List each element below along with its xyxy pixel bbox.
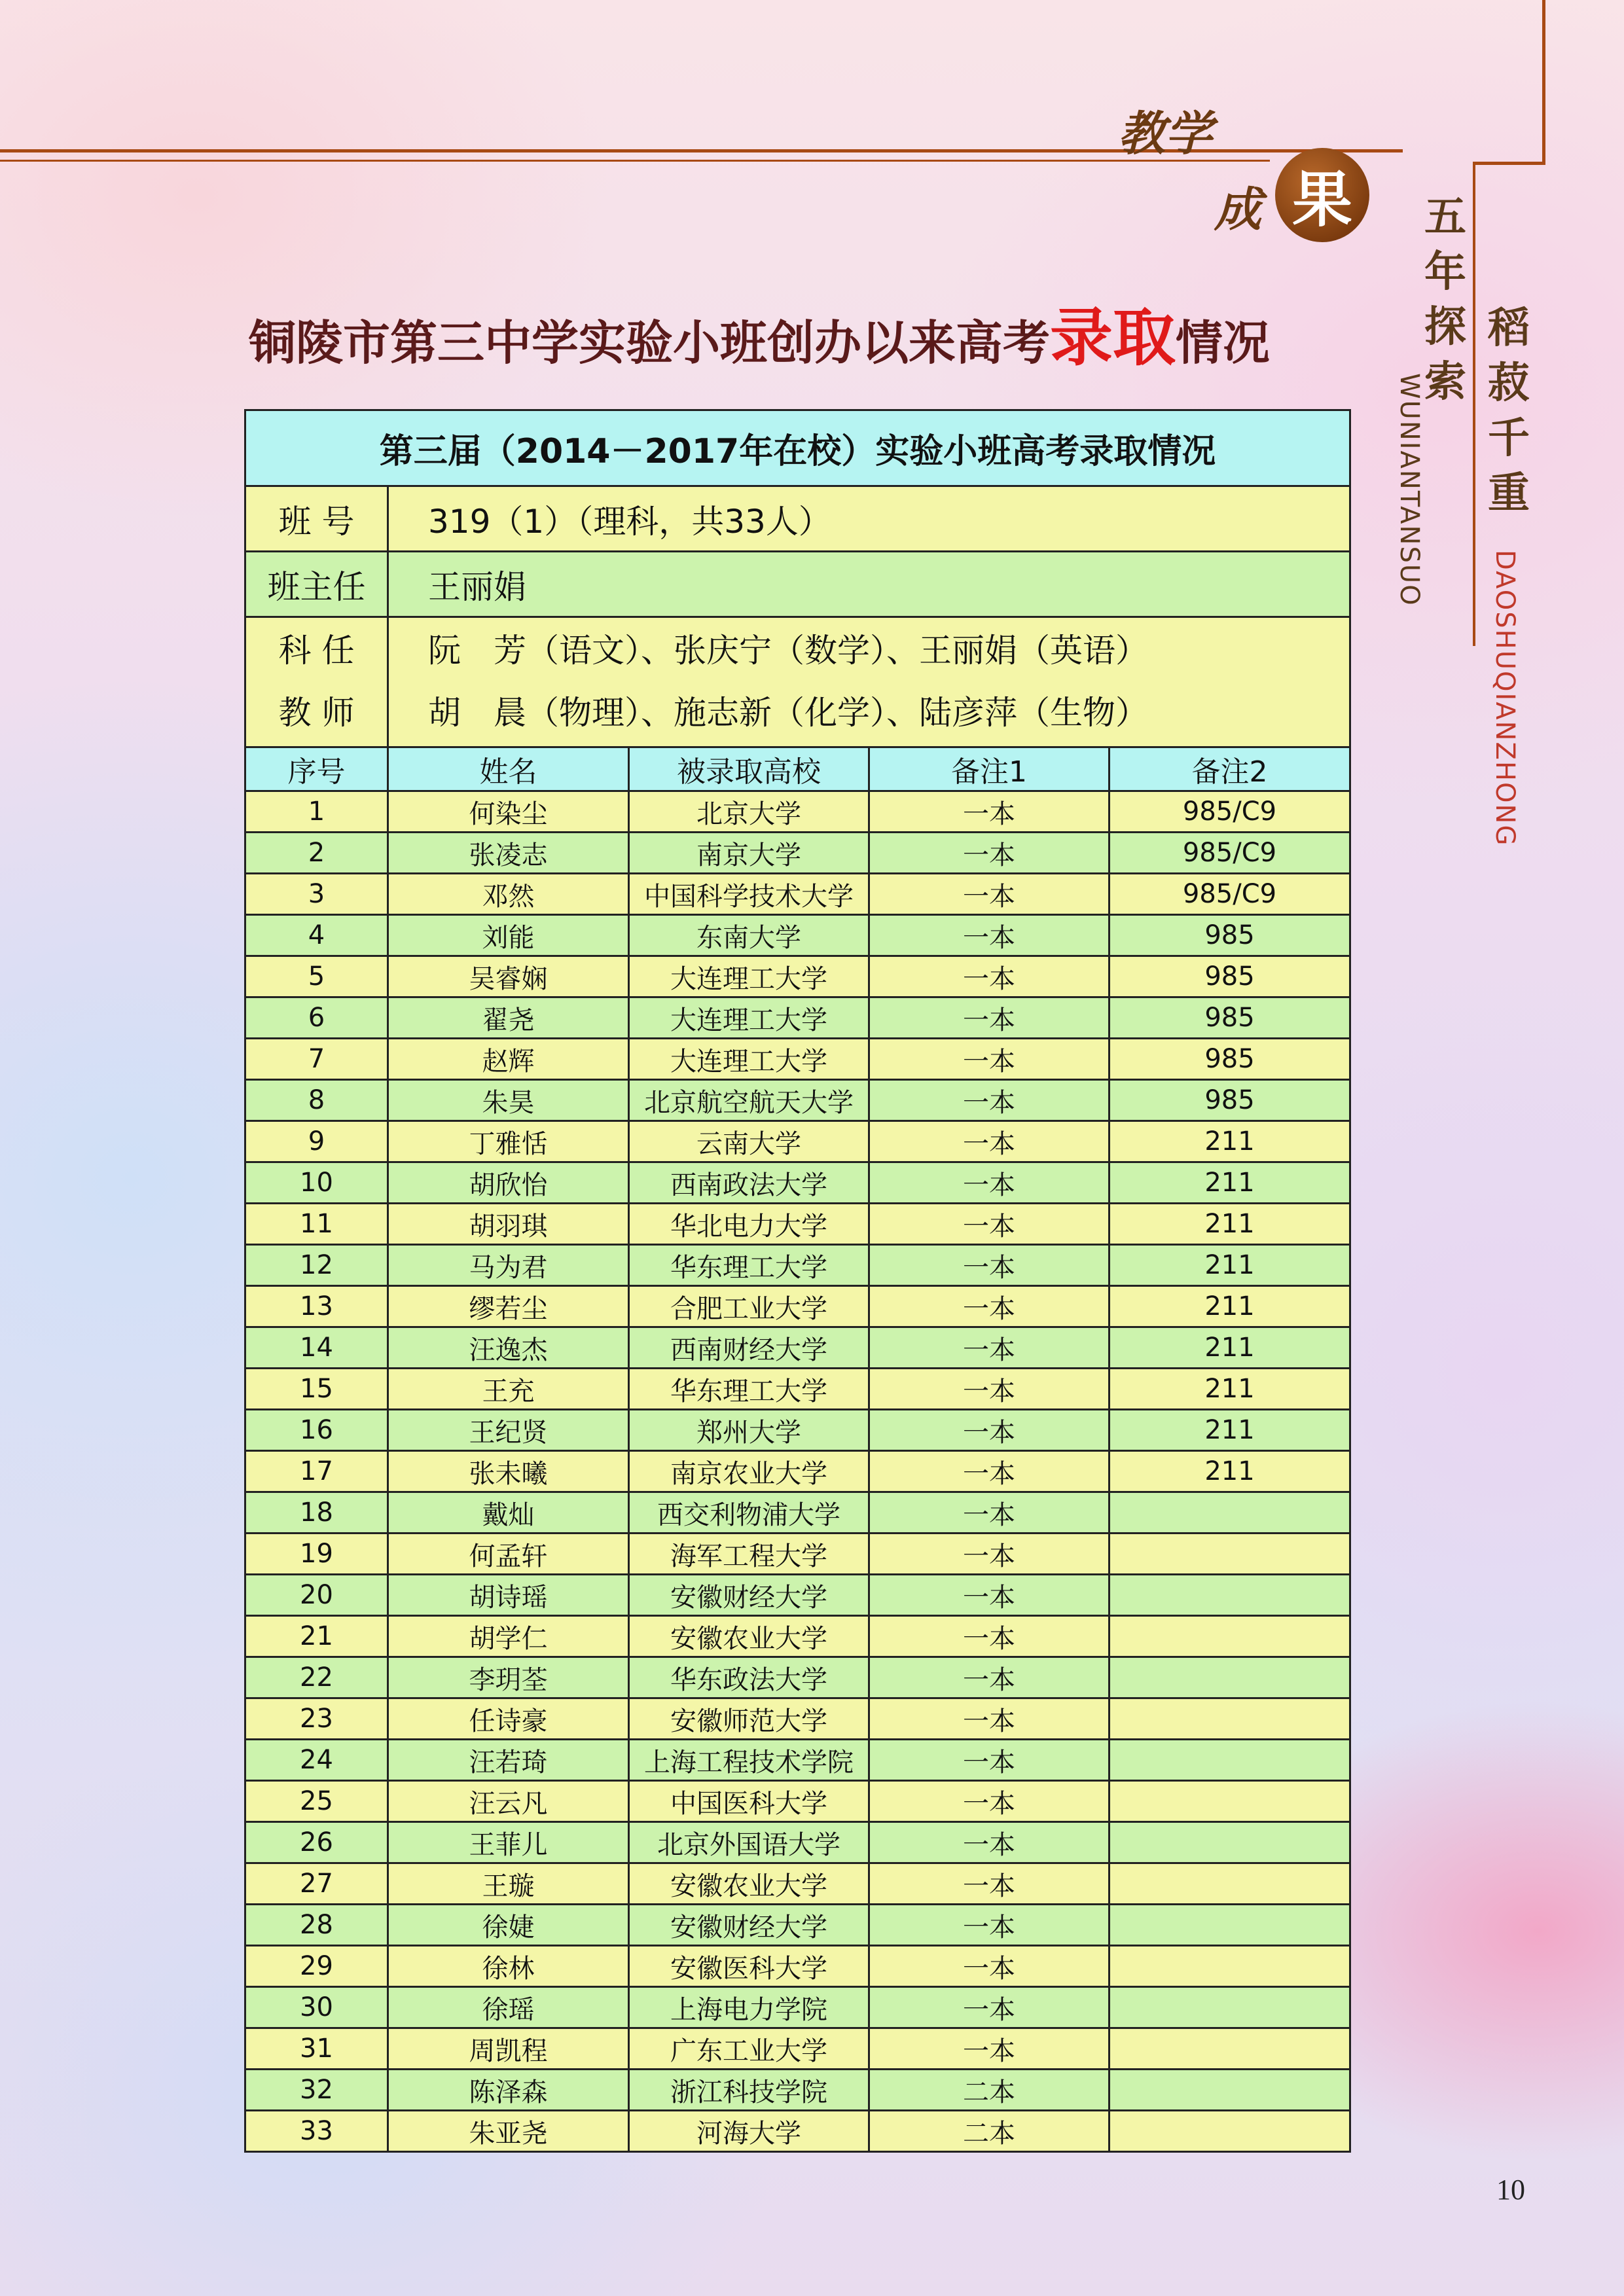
cell-university: 安徽农业大学 [629, 1616, 869, 1657]
cell-note-2 [1110, 2070, 1350, 2111]
cell-note-1: 一本 [869, 1121, 1110, 1162]
table-body [245, 791, 1350, 2152]
table-row [245, 1946, 1350, 1987]
cell-note-2: 985 [1110, 997, 1350, 1039]
cell-note-1: 一本 [869, 1039, 1110, 1080]
cell-note-1: 一本 [869, 1245, 1110, 1286]
table-row [245, 1162, 1350, 1204]
cell-index: 13 [245, 1286, 388, 1327]
table-row [245, 1698, 1350, 1740]
cell-note-2: 985 [1110, 956, 1350, 997]
cell-university: 东南大学 [629, 915, 869, 956]
cell-university: 北京航空航天大学 [629, 1080, 869, 1121]
cell-note-1: 一本 [869, 1946, 1110, 1987]
cell-note-2 [1110, 1946, 1350, 1987]
cell-university: 郑州大学 [629, 1410, 869, 1451]
cell-university: 西交利物浦大学 [629, 1492, 869, 1534]
cell-note-1: 一本 [869, 1369, 1110, 1410]
cell-university: 浙江科技学院 [629, 2070, 869, 2111]
cell-note-1: 一本 [869, 1162, 1110, 1204]
cell-note-2 [1110, 1863, 1350, 1905]
header-rule-bottom [0, 160, 1270, 162]
cell-index: 6 [245, 997, 388, 1039]
subject-value-line-2: 胡 晨（物理）、施志新（化学）、陆彦萍（生物） [428, 694, 1148, 732]
cell-index: 11 [245, 1204, 388, 1245]
cell-name: 王菲儿 [388, 1822, 629, 1863]
cell-note-1: 一本 [869, 915, 1110, 956]
table-row [245, 1121, 1350, 1162]
cell-note-1: 一本 [869, 1410, 1110, 1451]
cell-index: 25 [245, 1781, 388, 1822]
cell-university: 合肥工业大学 [629, 1286, 869, 1327]
cell-name: 胡学仁 [388, 1616, 629, 1657]
cell-index: 19 [245, 1534, 388, 1575]
column-header: 备注1 [869, 747, 1110, 791]
cell-university: 上海工程技术学院 [629, 1740, 869, 1781]
cell-index: 27 [245, 1863, 388, 1905]
table-row [245, 1905, 1350, 1946]
table-caption: 第三届（2014－2017年在校）实验小班高考录取情况 [245, 410, 1350, 486]
table-row [245, 874, 1350, 915]
cell-index: 31 [245, 2028, 388, 2070]
cell-name: 汪逸杰 [388, 1327, 629, 1369]
cell-index: 8 [245, 1080, 388, 1121]
cell-note-1: 一本 [869, 874, 1110, 915]
cell-note-1: 二本 [869, 2111, 1110, 2152]
cell-university: 安徽财经大学 [629, 1575, 869, 1616]
column-header: 序号 [245, 747, 388, 791]
cell-index: 7 [245, 1039, 388, 1080]
cell-name: 邓然 [388, 874, 629, 915]
subject-teachers-value [388, 617, 1350, 747]
cell-name: 徐瑶 [388, 1987, 629, 2028]
table-row [245, 791, 1350, 833]
cell-note-2: 211 [1110, 1327, 1350, 1369]
cell-note-1: 二本 [869, 2070, 1110, 2111]
table-row [245, 1410, 1350, 1451]
table-row [245, 1039, 1350, 1080]
cell-name: 吴睿娴 [388, 956, 629, 997]
table-row [245, 1575, 1350, 1616]
column-header: 姓名 [388, 747, 629, 791]
cell-note-2: 211 [1110, 1410, 1350, 1451]
cell-index: 18 [245, 1492, 388, 1534]
cell-note-1: 一本 [869, 1204, 1110, 1245]
cell-university: 华东理工大学 [629, 1245, 869, 1286]
cell-university: 河海大学 [629, 2111, 869, 2152]
cell-note-2 [1110, 1987, 1350, 2028]
vertical-motto-wunian: 五年探索 [1424, 192, 1466, 406]
cell-note-1: 一本 [869, 1863, 1110, 1905]
cell-name: 何孟轩 [388, 1534, 629, 1575]
cell-index: 15 [245, 1369, 388, 1410]
cell-index: 3 [245, 874, 388, 915]
cell-name: 张未曦 [388, 1451, 629, 1492]
cell-note-1: 一本 [869, 1987, 1110, 2028]
cell-note-1: 一本 [869, 791, 1110, 833]
cell-index: 29 [245, 1946, 388, 1987]
page-title [249, 288, 1362, 378]
cell-index: 5 [245, 956, 388, 997]
cell-university: 北京大学 [629, 791, 869, 833]
cell-university: 华东政法大学 [629, 1657, 869, 1698]
cell-university: 大连理工大学 [629, 1039, 869, 1080]
cell-note-2 [1110, 1905, 1350, 1946]
cell-index: 10 [245, 1162, 388, 1204]
cell-university: 南京大学 [629, 833, 869, 874]
cell-name: 王纪贤 [388, 1410, 629, 1451]
table-row [245, 2111, 1350, 2152]
cell-university: 安徽师范大学 [629, 1698, 869, 1740]
cell-note-2: 211 [1110, 1162, 1350, 1204]
cell-university: 云南大学 [629, 1121, 869, 1162]
cell-name: 任诗豪 [388, 1698, 629, 1740]
cell-university: 中国科学技术大学 [629, 874, 869, 915]
cell-note-1: 一本 [869, 1781, 1110, 1822]
table-row [245, 2028, 1350, 2070]
cell-index: 1 [245, 791, 388, 833]
cell-index: 2 [245, 833, 388, 874]
cell-university: 西南政法大学 [629, 1162, 869, 1204]
frame-right-vertical-inner [1473, 162, 1475, 646]
subject-teachers-row [245, 617, 1350, 747]
cell-note-2: 985/C9 [1110, 791, 1350, 833]
cell-index: 26 [245, 1822, 388, 1863]
column-header: 被录取高校 [629, 747, 869, 791]
cell-note-2: 211 [1110, 1204, 1350, 1245]
cell-note-1: 一本 [869, 1575, 1110, 1616]
class-label: 班 号 [245, 486, 388, 552]
cell-note-1: 一本 [869, 1698, 1110, 1740]
cell-name: 王充 [388, 1369, 629, 1410]
table-row [245, 1616, 1350, 1657]
cell-note-2: 985 [1110, 915, 1350, 956]
table-row [245, 1080, 1350, 1121]
cell-index: 14 [245, 1327, 388, 1369]
cell-name: 汪云凡 [388, 1781, 629, 1822]
frame-right-horizontal [1473, 162, 1545, 165]
title-part-1: 铜陵市第三中学实验小班创办以来高考 [249, 315, 1051, 370]
column-header-row [245, 747, 1350, 791]
cell-name: 丁雅恬 [388, 1121, 629, 1162]
cell-name: 赵辉 [388, 1039, 629, 1080]
cell-university: 大连理工大学 [629, 997, 869, 1039]
badge-guo: 果 [1275, 148, 1369, 242]
table-row [245, 1451, 1350, 1492]
brush-text-cheng: 成 [1214, 181, 1262, 237]
cell-note-2: 985/C9 [1110, 874, 1350, 915]
cell-index: 23 [245, 1698, 388, 1740]
cell-note-1: 一本 [869, 1327, 1110, 1369]
table-row [245, 1327, 1350, 1369]
title-part-2: 情况 [1176, 315, 1271, 370]
table-row [245, 1987, 1350, 2028]
cell-note-2: 985 [1110, 1080, 1350, 1121]
table-row [245, 1245, 1350, 1286]
frame-right-vertical [1542, 0, 1545, 164]
cell-name: 马为君 [388, 1245, 629, 1286]
cell-name: 胡羽琪 [388, 1204, 629, 1245]
cell-index: 20 [245, 1575, 388, 1616]
cell-university: 西南财经大学 [629, 1327, 869, 1369]
cell-university: 华东理工大学 [629, 1369, 869, 1410]
cell-university: 广东工业大学 [629, 2028, 869, 2070]
cell-name: 周凯程 [388, 2028, 629, 2070]
cell-note-2: 211 [1110, 1121, 1350, 1162]
cell-note-2: 985/C9 [1110, 833, 1350, 874]
cell-name: 胡诗瑶 [388, 1575, 629, 1616]
cell-note-1: 一本 [869, 956, 1110, 997]
cell-note-2 [1110, 1781, 1350, 1822]
cell-name: 张凌志 [388, 833, 629, 874]
cell-name: 何染尘 [388, 791, 629, 833]
table-row [245, 1740, 1350, 1781]
cell-note-2 [1110, 2028, 1350, 2070]
cell-name: 朱昊 [388, 1080, 629, 1121]
cell-university: 大连理工大学 [629, 956, 869, 997]
cell-note-1: 一本 [869, 1822, 1110, 1863]
cell-university: 南京农业大学 [629, 1451, 869, 1492]
table-row [245, 956, 1350, 997]
cell-note-2: 211 [1110, 1245, 1350, 1286]
table-row [245, 1286, 1350, 1327]
cell-name: 戴灿 [388, 1492, 629, 1534]
cell-note-1: 一本 [869, 997, 1110, 1039]
title-highlight: 录取 [1050, 301, 1176, 374]
cell-note-2 [1110, 1534, 1350, 1575]
cell-index: 16 [245, 1410, 388, 1451]
cell-note-1: 一本 [869, 1534, 1110, 1575]
brush-text-teaching: 教学 [1118, 105, 1213, 161]
cell-university: 中国医科大学 [629, 1781, 869, 1822]
cell-index: 4 [245, 915, 388, 956]
cell-name: 刘能 [388, 915, 629, 956]
vertical-latin-wunian: WUNIANTANSUO [1394, 373, 1424, 607]
head-teacher-value: 王丽娟 [388, 552, 1350, 617]
page-number: 10 [1496, 2174, 1525, 2206]
cell-index: 22 [245, 1657, 388, 1698]
cell-name: 汪若琦 [388, 1740, 629, 1781]
table-row [245, 1657, 1350, 1698]
head-teacher-label: 班主任 [245, 552, 388, 617]
cell-index: 30 [245, 1987, 388, 2028]
cell-note-2 [1110, 1740, 1350, 1781]
cell-note-2 [1110, 1657, 1350, 1698]
cell-index: 28 [245, 1905, 388, 1946]
vertical-latin-daoshu: DAOSHUQIANZHONG [1490, 550, 1520, 847]
table-row [245, 1204, 1350, 1245]
table-row [245, 2070, 1350, 2111]
cell-name: 徐婕 [388, 1905, 629, 1946]
cell-index: 17 [245, 1451, 388, 1492]
cell-index: 32 [245, 2070, 388, 2111]
cell-note-1: 一本 [869, 1905, 1110, 1946]
table-caption-row [245, 410, 1350, 486]
cell-index: 9 [245, 1121, 388, 1162]
column-header: 备注2 [1110, 747, 1350, 791]
table-row [245, 1534, 1350, 1575]
head-teacher-row [245, 552, 1350, 617]
admission-table [244, 409, 1351, 2153]
table-row [245, 1781, 1350, 1822]
cell-note-1: 一本 [869, 1740, 1110, 1781]
table-row [245, 997, 1350, 1039]
cell-note-1: 一本 [869, 2028, 1110, 2070]
cell-name: 缪若尘 [388, 1286, 629, 1327]
cell-note-2: 985 [1110, 1039, 1350, 1080]
cell-note-2 [1110, 1822, 1350, 1863]
subject-value-line-1: 阮 芳（语文）、张庆宁（数学）、王丽娟（英语） [428, 632, 1148, 670]
cell-name: 陈泽森 [388, 2070, 629, 2111]
class-value: 319（1）（理科，共33人） [388, 486, 1350, 552]
cell-note-2: 211 [1110, 1286, 1350, 1327]
cell-name: 朱亚尧 [388, 2111, 629, 2152]
cell-note-1: 一本 [869, 1080, 1110, 1121]
cell-note-1: 一本 [869, 1286, 1110, 1327]
cell-name: 翟尧 [388, 997, 629, 1039]
cell-note-2 [1110, 2111, 1350, 2152]
cell-university: 安徽财经大学 [629, 1905, 869, 1946]
subject-label-line-1: 科 任 [278, 632, 355, 670]
table-row [245, 915, 1350, 956]
table-row [245, 1822, 1350, 1863]
cell-index: 33 [245, 2111, 388, 2152]
cell-university: 上海电力学院 [629, 1987, 869, 2028]
cell-note-1: 一本 [869, 833, 1110, 874]
table-row [245, 833, 1350, 874]
cell-note-2 [1110, 1616, 1350, 1657]
cell-note-1: 一本 [869, 1616, 1110, 1657]
cell-note-1: 一本 [869, 1657, 1110, 1698]
cell-university: 海军工程大学 [629, 1534, 869, 1575]
cell-note-1: 一本 [869, 1492, 1110, 1534]
cell-name: 王璇 [388, 1863, 629, 1905]
cell-university: 安徽农业大学 [629, 1863, 869, 1905]
cell-note-2 [1110, 1575, 1350, 1616]
cell-university: 安徽医科大学 [629, 1946, 869, 1987]
cell-index: 24 [245, 1740, 388, 1781]
class-row [245, 486, 1350, 552]
vertical-motto-daoshu: 稻菽千重 [1488, 304, 1530, 518]
subject-teachers-label [245, 617, 388, 747]
cell-note-2: 211 [1110, 1369, 1350, 1410]
cell-name: 胡欣怡 [388, 1162, 629, 1204]
cell-note-1: 一本 [869, 1451, 1110, 1492]
cell-note-2: 211 [1110, 1451, 1350, 1492]
subject-label-line-2: 教 师 [278, 694, 355, 732]
table-row [245, 1492, 1350, 1534]
cell-note-2 [1110, 1698, 1350, 1740]
cell-university: 北京外国语大学 [629, 1822, 869, 1863]
cell-index: 21 [245, 1616, 388, 1657]
cell-name: 李玥荃 [388, 1657, 629, 1698]
cell-name: 徐林 [388, 1946, 629, 1987]
cell-university: 华北电力大学 [629, 1204, 869, 1245]
table-row [245, 1369, 1350, 1410]
cell-note-2 [1110, 1492, 1350, 1534]
cell-index: 12 [245, 1245, 388, 1286]
table-row [245, 1863, 1350, 1905]
